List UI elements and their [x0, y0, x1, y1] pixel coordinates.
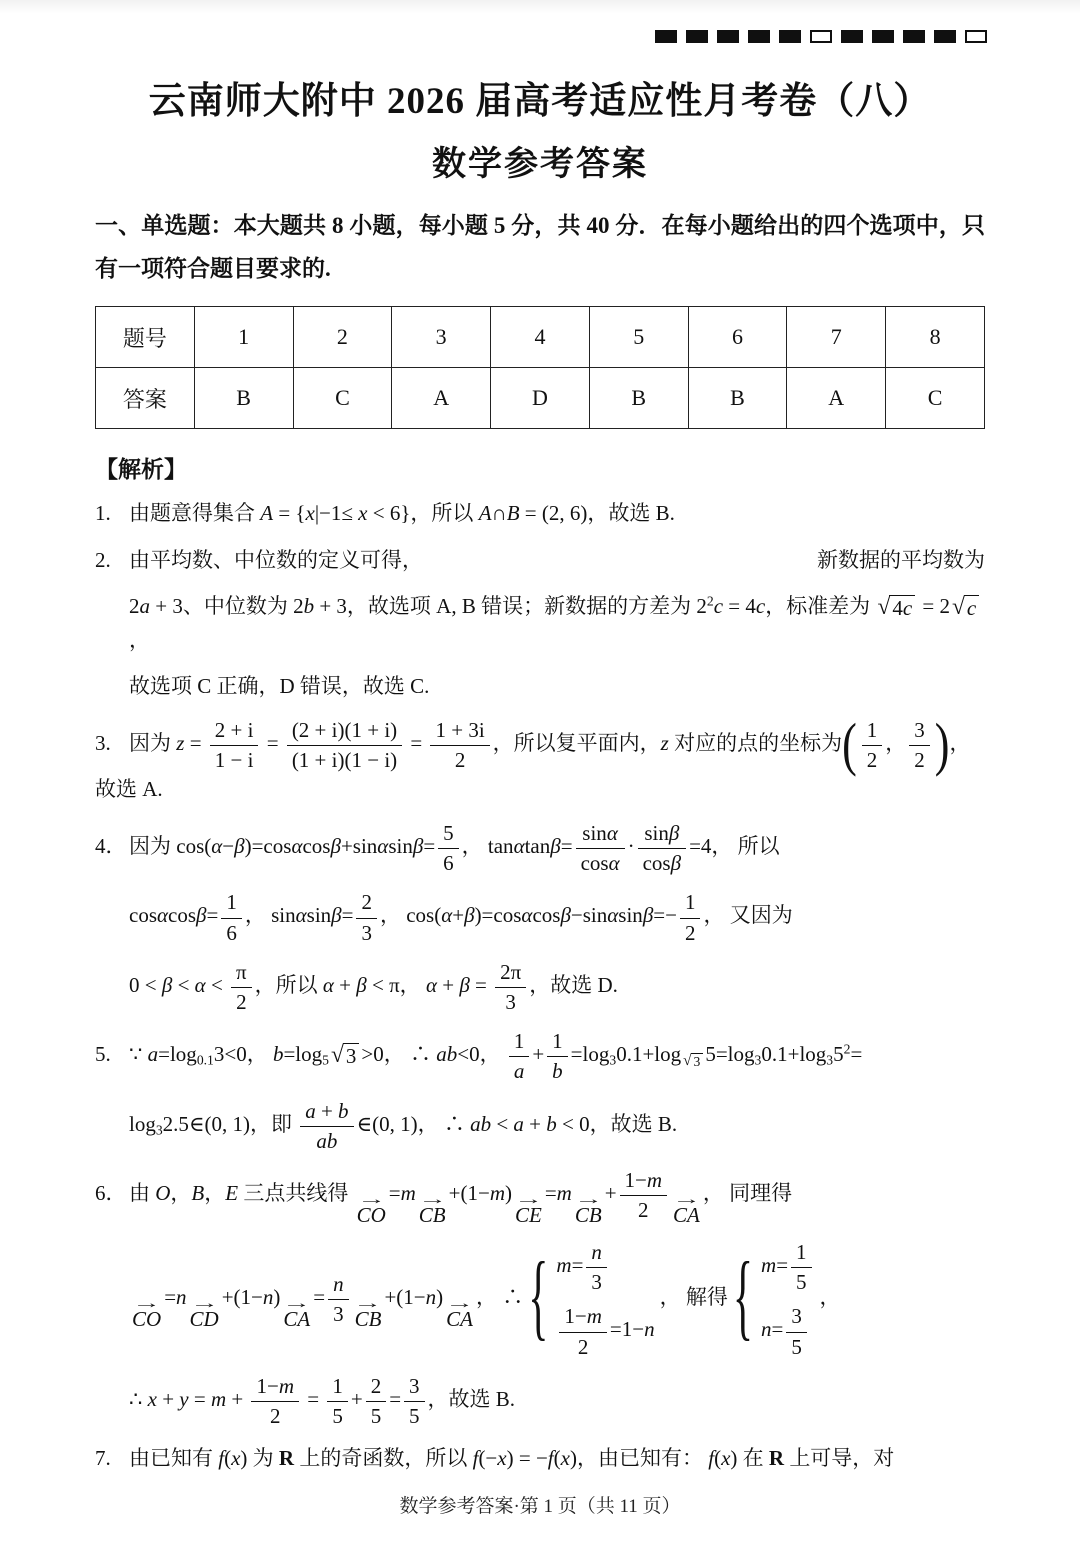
math-variable: n — [176, 1285, 187, 1310]
right-paren-icon: ) — [934, 711, 950, 778]
math-variable: β — [459, 972, 470, 997]
vector-letters: CA — [283, 1307, 311, 1332]
solution-line: 6． 由 O，B，E 三点共线得 → CO =m → CB +(1−m) → CE =m → CB + $\frac{1-m}{2}$ → CA ， 同理得 — [95, 1167, 793, 1227]
fraction — [366, 1373, 387, 1429]
vector-letters: CB — [418, 1202, 446, 1227]
answer-table-body — [96, 307, 985, 429]
fraction — [791, 1239, 812, 1295]
math-variable: β — [464, 903, 475, 928]
math-variable: ab — [436, 1042, 458, 1067]
math-variable: α — [377, 834, 389, 859]
radical-body: 3 — [343, 1043, 360, 1069]
equation-column — [556, 1239, 654, 1360]
math-variable: α — [194, 972, 206, 997]
math-variable: n — [333, 1272, 344, 1297]
math-variable: β — [560, 903, 571, 928]
fraction — [404, 1373, 425, 1429]
fraction-denominator: 5 — [796, 1270, 807, 1295]
math-variable: β — [670, 851, 682, 876]
solution-line: cosαcosβ= $\frac{1}{6}$ ， sinαsinβ= $\frac{2}{3}$ ， cos(α+β)=cosαcosβ−sinαsinβ=− $\frac{1}{2}$ ， 又因为 — [129, 890, 793, 945]
answer-cell: C — [886, 368, 985, 429]
fraction — [430, 717, 489, 773]
math-variable: c — [755, 594, 766, 619]
math-variable: m — [210, 1386, 227, 1411]
fraction — [909, 717, 930, 773]
vector — [573, 1191, 603, 1227]
fraction-denominator: 6 — [226, 920, 237, 945]
math-variable: m — [761, 1253, 777, 1278]
solution-line: log32.5∈(0, 1)，即 $\frac{a + b}{ab}$ ∈(0, 1)， ∴ ab < a + b < 0，故选 B. — [129, 1098, 678, 1153]
vector-letters: CB — [354, 1307, 382, 1332]
registration-mark — [655, 30, 677, 43]
radical-body: 3 — [691, 1053, 704, 1070]
vector-arrow-icon: → — [189, 1295, 219, 1312]
math-variable: B — [506, 501, 520, 526]
vector — [132, 1295, 162, 1332]
math-variable: α — [322, 972, 334, 997]
solution-line: → CO =n → CD +(1−n) → CA = $\frac{n}{3}$ → CB +(1−n) → CA ， ∴ { m= $\frac{n}{3}$ $\frac{1-m}{2}$ =1−n ， 解得 { m= $\frac{1}{5}$ n= $\frac{3}{5}$ ， — [129, 1239, 985, 1360]
vector-letters: CA — [673, 1202, 700, 1227]
answer-table — [95, 306, 985, 429]
solution-number: 1. — [95, 501, 111, 526]
fraction-denominator: 5 — [791, 1334, 802, 1359]
superscript: 2 — [843, 1041, 851, 1057]
solution-line: 4． 因为 cos(α−β)=cosαcosβ+sinαsinβ= $\frac{5}{6}$ ， tanαtanβ= $\frac{\sin\alpha}{\cos\alpha}$ · $\frac{\sin\beta}{\cos\beta}$ =4， 所以 — [95, 821, 780, 876]
question-number-row — [96, 307, 985, 368]
solution-number: 7. — [95, 1446, 111, 1471]
solution-line: 3. 因为 z = $\frac{2 + i}{1 - i}$ = $\frac{(2 + i)(1 + i)}{(1 + i)(1 - i)}$ = $\frac{1 + 3i}{2}$ ，所以复平面内，z 对应的点的坐标为 ( $\frac{1}{2}$ ， $\frac{3}{2}$ ) ，故选 A. — [95, 711, 971, 802]
fraction-numerator: π — [231, 959, 252, 988]
vector-arrow-icon: → — [353, 1295, 383, 1312]
math-bold-symbol: R — [768, 1446, 785, 1471]
page-subtitle: 数学参考答案 — [432, 146, 648, 183]
registration-mark — [872, 30, 894, 43]
vector — [417, 1191, 447, 1227]
math-variable: b — [272, 1042, 284, 1067]
equation-row: m= $\frac{1}{5}$ — [761, 1239, 815, 1295]
fraction-numerator: 1 — [862, 717, 883, 746]
math-variable: β — [234, 834, 245, 859]
fraction-numerator: 3 — [909, 717, 930, 746]
answer-row — [96, 368, 985, 429]
fraction-numerator: 3 — [404, 1373, 425, 1402]
math-variable: x — [305, 501, 315, 526]
math-variable: ab — [316, 1128, 338, 1153]
math-variable: b — [303, 594, 315, 619]
fraction — [786, 1303, 807, 1359]
answer-cell: A — [392, 368, 491, 429]
math-variable: b — [552, 1059, 563, 1084]
page-title: 云南师大附中 2026 届高考适应性月考卷（八） — [148, 81, 932, 122]
answer-cell: B — [589, 368, 688, 429]
answer-cell: B — [194, 368, 293, 429]
solution-line: 2a + 3、中位数为 2b + 3，故选项 A, B 错误；新数据的方差为 $2^2c = 4c$，标准差为 √ 4c = 2 √ c ， — [129, 590, 985, 657]
math-variable: a — [305, 1098, 316, 1123]
fraction-denominator — [300, 1127, 353, 1154]
fraction — [576, 820, 625, 876]
fraction-numerator: (2 + i)(1 + i) — [287, 717, 402, 746]
math-variable: α — [211, 834, 223, 859]
vector-arrow-icon: → — [445, 1295, 474, 1312]
radical-body — [964, 595, 979, 621]
solution-line: 2. 由平均数、中位数的定义可得， 新数据的平均数为 — [95, 544, 985, 578]
fraction — [300, 1098, 353, 1154]
radical-sign-icon: √ — [952, 594, 965, 621]
fraction-denominator: 2 — [454, 748, 466, 773]
fraction-numerator: 1−m — [559, 1303, 607, 1332]
vector-arrow-icon: → — [417, 1191, 447, 1208]
solution-line: 7. 由已知有 f(x) 为 R 上的奇函数，所以 f(−x) = −f(x)，由已知有： f(x) 在 R 上可导，对 — [95, 1442, 985, 1476]
math-variable: β — [161, 972, 173, 997]
fraction — [221, 889, 242, 945]
section-label: 一、单选题： — [95, 213, 234, 238]
equation-row: m= $\frac{n}{3}$ — [556, 1239, 610, 1295]
fraction-numerator: 1 — [327, 1373, 348, 1402]
solution-number: 3. — [95, 731, 111, 756]
fraction — [231, 959, 252, 1015]
math-variable: n — [591, 1240, 602, 1265]
math-variable: β — [356, 972, 367, 997]
subscript: 3 — [155, 1121, 163, 1137]
fraction-numerator: sinβ — [638, 820, 686, 849]
math-variable: f — [472, 1446, 479, 1471]
math-variable: B — [191, 1180, 205, 1205]
fraction-denominator: 3 — [361, 920, 372, 945]
fraction-denominator: 2 — [866, 748, 878, 773]
math-variable: m — [646, 1167, 663, 1192]
math-variable: α — [157, 903, 169, 928]
math-variable: x — [147, 1386, 157, 1411]
equation-system — [528, 1239, 654, 1360]
page-footer: 数学参考答案·第 1 页（共 11 页） — [399, 1495, 681, 1517]
solution-line: 故选项 C 正确，D 错误，故选 C. — [129, 674, 430, 699]
radical — [952, 595, 979, 621]
vector — [282, 1295, 312, 1332]
fraction-denominator: 2 — [269, 1403, 281, 1428]
math-variable: c — [902, 596, 913, 621]
solutions — [95, 497, 985, 1476]
registration-mark — [748, 30, 770, 43]
superscript: 2 — [706, 593, 714, 609]
solution-number: 5. — [95, 1042, 111, 1067]
math-variable: m — [556, 1180, 572, 1205]
vector — [189, 1295, 219, 1332]
fraction-denominator: 2 — [684, 920, 696, 945]
paren-content: $\frac{1}{2}$ ， $\frac{3}{2}$ — [859, 717, 933, 773]
solution-line: 0 < β < α < $\frac{\pi}{2}$ ，所以 α + β < π， α + β = $\frac{2\pi}{3}$ ，故选 D. — [129, 959, 618, 1014]
fraction — [620, 1167, 668, 1223]
registration-mark — [903, 30, 925, 43]
math-variable: α — [513, 834, 525, 859]
math-variable: b — [546, 1111, 557, 1136]
fraction-numerator: 1 — [680, 889, 701, 918]
vector — [445, 1295, 474, 1332]
solution-line: 5. ∵ a=log0.13<0， b=log5 √ 3 >0， ∴ ab<0， $\frac{1}{a}$ + $\frac{1}{b}$ =log30.1+log √ 3 $5=\log 30.1+\log 35^2=$ — [95, 1029, 863, 1084]
solution-item — [95, 711, 985, 807]
math-variable: m — [400, 1180, 416, 1205]
question-number-cell: 5 — [589, 307, 688, 368]
solution-number: 4． — [95, 834, 127, 859]
fraction-denominator: 5 — [409, 1403, 420, 1428]
registration-mark — [686, 30, 708, 43]
fraction-numerator: 2 + i — [210, 717, 259, 746]
fraction-denominator: 2 — [914, 748, 925, 773]
fraction-denominator: 2 — [236, 989, 247, 1014]
subscript: 3 — [609, 1052, 617, 1068]
math-variable: ab — [470, 1111, 492, 1136]
fraction-numerator: 2 — [366, 1373, 387, 1402]
subscript: 3 — [826, 1052, 834, 1068]
vector — [672, 1191, 701, 1227]
vector-arrow-icon: → — [573, 1191, 603, 1208]
fraction-denominator: 3 — [505, 989, 516, 1014]
fraction-denominator: 3 — [591, 1270, 602, 1295]
fraction-denominator: 5 — [370, 1403, 382, 1428]
solution-line: 1. 由题意得集合 A = {x|−1≤ x < 6}，所以 A∩B = (2, 6)，故选 B. — [95, 497, 985, 531]
registration-mark — [965, 30, 987, 43]
fraction-denominator: 2 — [638, 1198, 649, 1223]
solution-item — [95, 1028, 985, 1154]
math-variable: α — [607, 903, 619, 928]
fraction-numerator: 2π — [495, 959, 526, 988]
math-variable: y — [179, 1386, 189, 1411]
math-variable: E — [225, 1180, 239, 1205]
vector-letters: CA — [446, 1307, 473, 1332]
radical-sign-icon: √ — [683, 1051, 692, 1069]
section-heading — [95, 205, 985, 290]
subscript: 3 — [754, 1052, 762, 1068]
math-variable: a — [513, 1059, 525, 1084]
vector-letters: CO — [132, 1307, 162, 1332]
vector-letters: CE — [514, 1202, 542, 1227]
subscript — [681, 1053, 705, 1068]
row-label-cell: 答案 — [96, 368, 195, 429]
fraction — [328, 1271, 349, 1327]
registration-mark — [717, 30, 739, 43]
radical — [683, 1053, 703, 1070]
math-variable: n — [644, 1317, 655, 1342]
fraction-numerator: sinα — [576, 820, 625, 849]
math-variable: m — [278, 1373, 294, 1398]
fraction-numerator: a + b — [300, 1098, 353, 1127]
fraction-numerator — [328, 1271, 349, 1300]
fraction-denominator — [547, 1057, 568, 1084]
fraction-denominator — [509, 1057, 530, 1084]
fraction-denominator: 2 — [577, 1334, 589, 1359]
registration-marks — [655, 30, 987, 43]
fraction — [495, 959, 526, 1015]
math-variable: A — [478, 501, 492, 526]
fraction — [586, 1239, 607, 1295]
math-variable: z — [660, 731, 669, 756]
math-variable: β — [412, 834, 424, 859]
answer-cell: C — [293, 368, 392, 429]
fraction — [862, 717, 883, 773]
fraction-numerator: 1 + 3i — [430, 717, 489, 746]
question-number-cell: 6 — [688, 307, 787, 368]
solution-item — [95, 1442, 985, 1476]
math-variable: x — [560, 1446, 570, 1471]
left-paren-icon: ( — [842, 711, 857, 778]
fraction-numerator: 2 — [356, 889, 377, 918]
math-variable: n — [761, 1317, 772, 1342]
fraction — [680, 889, 701, 945]
analysis-label: 【解析】 — [95, 457, 187, 483]
math-variable: α — [606, 821, 618, 846]
question-number-cell: 2 — [293, 307, 392, 368]
subscript: 0.1 — [196, 1052, 214, 1068]
vector-arrow-icon: → — [132, 1295, 161, 1312]
fraction-denominator: 3 — [333, 1302, 344, 1327]
question-number-cell: 3 — [392, 307, 491, 368]
registration-mark — [841, 30, 863, 43]
question-number-cell: 8 — [886, 307, 985, 368]
solution-item — [95, 544, 985, 704]
radical — [331, 1043, 359, 1069]
question-number-cell: 1 — [194, 307, 293, 368]
math-variable: x — [497, 1446, 507, 1471]
math-variable: α — [521, 903, 533, 928]
math-variable: β — [642, 903, 654, 928]
equation-row: n= $\frac{3}{5}$ — [761, 1303, 810, 1359]
fraction-denominator: cosα — [580, 851, 620, 876]
math-variable: c — [713, 594, 724, 619]
registration-mark — [779, 30, 801, 43]
fraction — [438, 820, 459, 876]
solution-item — [95, 820, 985, 1015]
fraction — [287, 717, 402, 773]
row-label-cell: 题号 — [96, 307, 195, 368]
math-variable: x — [721, 1446, 731, 1471]
fraction — [509, 1028, 530, 1084]
registration-mark — [934, 30, 956, 43]
math-variable: f — [547, 1446, 554, 1471]
math-bold-symbol: R — [278, 1446, 295, 1471]
section-text: 本大题共 8 小题，每小题 5 分，共 40 分．在每小题给出的四个选项中，只有一项符合题目要求的. — [95, 213, 986, 281]
math-variable: α — [295, 903, 307, 928]
math-variable: α — [425, 972, 437, 997]
math-variable: a — [513, 1111, 524, 1136]
fraction-numerator: 3 — [786, 1303, 807, 1332]
vector-letters: CO — [356, 1202, 386, 1227]
math-variable: a — [147, 1042, 159, 1067]
vector-letters: CD — [189, 1307, 219, 1332]
left-brace-icon: { — [528, 1245, 549, 1351]
solution-item — [95, 497, 985, 531]
fraction — [327, 1373, 348, 1429]
question-number-cell: 4 — [491, 307, 590, 368]
math-variable: n — [425, 1285, 437, 1310]
question-number-cell: 7 — [787, 307, 886, 368]
math-variable: m — [556, 1253, 572, 1278]
solution-line: ∴ x + y = m + $\frac{1-m}{2}$ = $\frac{1}{5}$ + $\frac{2}{5}$ = $\frac{3}{5}$ ，故选 B. — [129, 1373, 516, 1428]
math-variable: α — [608, 851, 620, 876]
math-variable: z — [176, 731, 185, 756]
math-variable: x — [231, 1446, 241, 1471]
radical-body: 4c — [889, 595, 915, 621]
fraction-numerator: 1 — [547, 1028, 568, 1057]
radical-sign-icon: √ — [330, 1042, 344, 1069]
radical-sign-icon: √ — [877, 594, 891, 621]
fraction-numerator: 1 — [791, 1239, 812, 1268]
vector-arrow-icon: → — [672, 1191, 701, 1208]
fraction — [251, 1373, 299, 1429]
math-variable: β — [196, 903, 207, 928]
vector — [356, 1191, 386, 1227]
math-variable: β — [550, 834, 561, 859]
fraction-numerator: 1 — [509, 1028, 530, 1057]
fraction-denominator: 6 — [443, 851, 454, 876]
fraction-numerator: 1 — [221, 889, 242, 918]
solution-item — [95, 1167, 985, 1429]
vector-arrow-icon: → — [356, 1191, 386, 1208]
equation-system — [733, 1239, 815, 1360]
math-variable: c — [966, 596, 977, 621]
registration-mark — [810, 30, 832, 43]
math-variable: f — [708, 1446, 715, 1471]
math-variable: α — [291, 834, 303, 859]
math-variable: m — [489, 1180, 505, 1205]
math-variable: a — [139, 594, 150, 619]
answer-cell: D — [491, 368, 590, 429]
fraction — [547, 1028, 568, 1084]
math-variable: β — [331, 903, 342, 928]
math-variable: α — [441, 903, 453, 928]
subscript: 5 — [322, 1052, 329, 1068]
math-variable: m — [586, 1304, 602, 1329]
vector-arrow-icon: → — [282, 1295, 312, 1312]
fraction-numerator: 5 — [438, 820, 459, 849]
math-variable: O — [155, 1180, 171, 1205]
radical — [877, 595, 915, 621]
solution-number: 6． — [95, 1180, 127, 1205]
equation-column — [761, 1239, 815, 1360]
vector-letters: CB — [574, 1202, 602, 1227]
left-brace-icon: { — [732, 1245, 754, 1351]
answer-cell: B — [688, 368, 787, 429]
math-variable: β — [330, 834, 341, 859]
equation-row: $\frac{1-m}{2}$ =1−n — [556, 1303, 654, 1359]
math-variable: f — [218, 1446, 225, 1471]
fraction-denominator: 5 — [332, 1403, 343, 1428]
vector — [353, 1295, 383, 1332]
fraction-denominator: (1 + i)(1 − i) — [291, 748, 398, 773]
math-variable: β — [668, 821, 680, 846]
fraction-numerator — [586, 1239, 607, 1268]
fraction — [559, 1303, 607, 1359]
fraction — [210, 717, 259, 773]
answer-cell: A — [787, 368, 886, 429]
fraction-numerator: 1−m — [251, 1373, 299, 1402]
vector-arrow-icon: → — [514, 1191, 543, 1208]
solution-number: 2. — [95, 547, 111, 572]
fraction-denominator: 1 − i — [214, 748, 254, 773]
fraction-denominator: cosβ — [642, 851, 682, 876]
fraction-numerator: 1−m — [620, 1167, 668, 1196]
math-variable: n — [262, 1285, 274, 1310]
fraction — [356, 889, 377, 945]
math-variable: x — [358, 501, 368, 526]
math-variable: b — [338, 1098, 349, 1123]
math-variable: A — [260, 501, 274, 526]
paren-group — [842, 711, 950, 778]
fraction — [638, 820, 686, 876]
